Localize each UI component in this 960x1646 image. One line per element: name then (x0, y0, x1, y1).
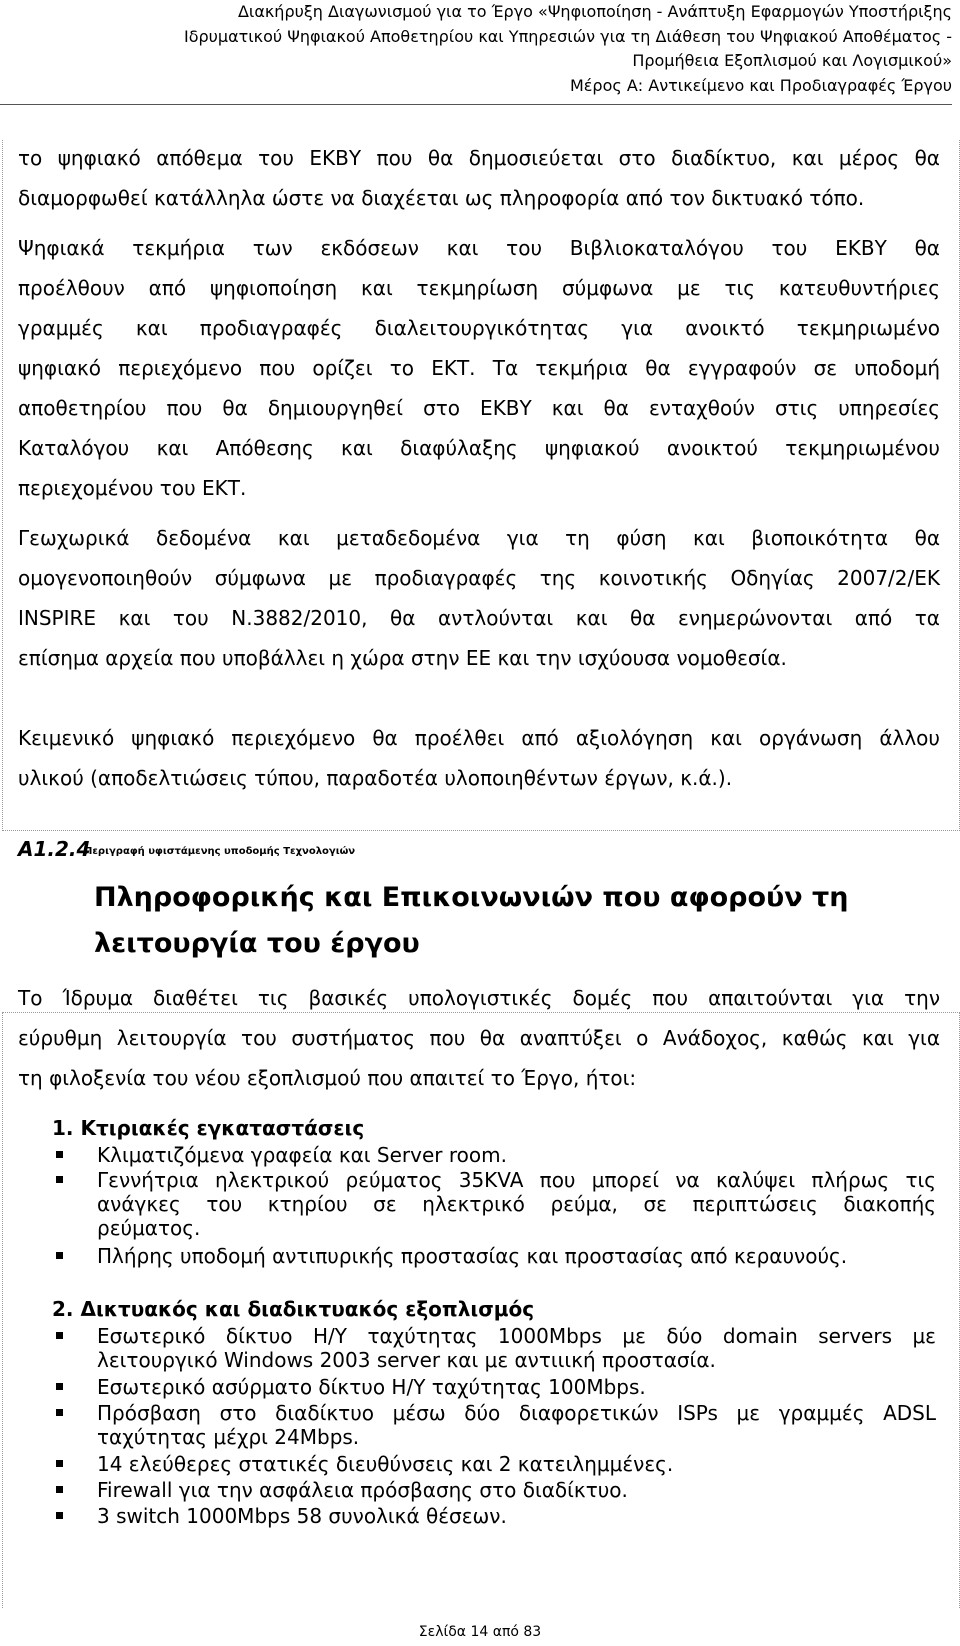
paragraph-line: ψηφιακό περιεχόμενο που ορίζει το ΕΚΤ. Τα τεκμήρια θα εγγραφούν σε υποδομή (18, 356, 940, 380)
paragraph-line: Το Ίδρυμα διαθέτει τις βασικές υπολογιστικές δομές που απαιτούνται για την (18, 986, 940, 1010)
paragraph-line: επίσημα αρχεία που υποβάλλει η χώρα στην ΕΕ και την ισχύουσα νομοθεσία. (18, 646, 787, 670)
paragraph-line: τη φιλοξενία του νέου εξοπλισμού που απαιτεί το Έργο, ήτοι: (18, 1066, 637, 1090)
paragraph-line: προέλθουν από ψηφιοποίηση και τεκμηρίωση σύμφωνα με τις κατευθυντήριες (18, 276, 940, 300)
paragraph-line: Ψηφιακά τεκμήρια των εκδόσεων και του Βιβλιοκαταλόγου του ΕΚΒΥ θα (18, 236, 940, 260)
bullet-icon (56, 1409, 63, 1416)
list-item-line: ρεύματος. (97, 1216, 201, 1240)
list-item-line: ανάγκες του κτηρίου σε ηλεκτρικό ρεύμα, σε περιπτώσεις διακοπής (97, 1192, 936, 1216)
list-item-line: Κλιματιζόμενα γραφεία και Server room. (97, 1143, 507, 1167)
list-item-line: Εσωτερικό ασύρματο δίκτυο Η/Υ ταχύτητας 100Mbps. (97, 1375, 646, 1399)
section-number: Α1.2.4 (18, 837, 91, 861)
bullet-icon (56, 1332, 63, 1339)
paragraph-1 (18, 138, 940, 218)
bullet-icon (56, 1151, 63, 1158)
paragraph-line: αποθετηρίου που θα δημιουργηθεί στο ΕΚΒΥ και θα ενταχθούν στις υπηρεσίες (18, 396, 940, 420)
bullet-icon (56, 1176, 63, 1183)
paragraph-line: INSPIRE και του Ν.3882/2010, θα αντλούνται και θα ενημερώνονται από τα (18, 606, 940, 630)
section-title-line: λειτουργία του έργου (94, 928, 420, 959)
paragraph-line: ομογενοποιηθούν σύμφωνα με προδιαγραφές της κοινοτικής Οδηγίας 2007/2/ΕΚ (18, 566, 940, 590)
intro-paragraph (18, 978, 940, 1098)
section-title-line: Πληροφορικής και Επικοινωνιών που αφορούν τη (94, 882, 849, 913)
list-heading-buildings: 1. Κτιριακές εγκαταστάσεις (52, 1116, 365, 1140)
bullet-icon (56, 1486, 63, 1493)
header-line-2: Ιδρυματικού Ψηφιακού Αποθετηρίου και Υπηρεσιών για τη Διάθεση του Ψηφιακού Αποθέματος - (183, 26, 952, 46)
paragraph-line: εύρυθμη λειτουργία του συστήματος που θα αναπτύξει ο Ανάδοχος, καθώς και για (18, 1026, 940, 1050)
list-item-line: Γεννήτρια ηλεκτρικού ρεύματος 35KVA που μπορεί να καλύψει πλήρως τις (97, 1168, 936, 1192)
header-line-4: Μέρος Α: Αντικείμενο και Προδιαγραφές Έργου (569, 75, 952, 95)
bullet-icon (56, 1252, 63, 1259)
list-heading-network: 2. Δικτυακός και διαδικτυακός εξοπλισμός (52, 1297, 535, 1321)
header-line-1: Διακήρυξη Διαγωνισμού για το Έργο «Ψηφιοποίηση - Ανάπτυξη Εφαρμογών Υποστήριξης (237, 2, 952, 21)
list-item-line: Εσωτερικό δίκτυο Η/Υ ταχύτητας 1000Mbps με δύο domain servers με (97, 1324, 936, 1348)
list-item-line: Πρόσβαση στο διαδίκτυο μέσω δύο διαφορετικών ISPs με γραμμές ADSL (97, 1401, 936, 1425)
paragraph-line: το ψηφιακό απόθεμα του ΕΚΒΥ που θα δημοσιεύεται στο διαδίκτυο, και μέρος θα (18, 146, 940, 170)
page-header (0, 0, 952, 105)
list-item-line: Πλήρης υποδομή αντιπυρικής προστασίας και προστασίας από κεραυνούς. (97, 1244, 848, 1268)
section-title (84, 829, 954, 967)
page-footer: Σελίδα 14 από 83 (418, 1624, 542, 1640)
list-item-line: Firewall για την ασφάλεια πρόσβασης στο διαδίκτυο. (97, 1478, 628, 1502)
list-item-line: 3 switch 1000Mbps 58 συνολικά θέσεων. (97, 1504, 507, 1528)
paragraph-4 (18, 718, 940, 798)
paragraph-line: Γεωχωρικά δεδομένα και μεταδεδομένα για τη φύση και βιοποικότητα θα (18, 526, 940, 550)
paragraph-line: Καταλόγου και Απόθεσης και διαφύλαξης ψηφιακού ανοικτού τεκμηριωμένου (18, 436, 940, 460)
paragraph-2 (18, 228, 940, 508)
list-item-line: 14 ελεύθερες στατικές διευθύνσεις και 2 κατειλημμένες. (97, 1452, 674, 1476)
section-title-line: Περιγραφή υφιστάμενης υποδομής Τεχνολογιών (84, 846, 356, 857)
paragraph-3 (18, 518, 940, 678)
bullet-icon (56, 1383, 63, 1390)
paragraph-line: διαμορφωθεί κατάλληλα ώστε να διαχέεται ως πληροφορία από τον δικτυακό τόπο. (18, 186, 865, 210)
list-item-line: ταχύτητας μέχρι 24Mbps. (97, 1425, 360, 1449)
paragraph-line: υλικού (αποδελτιώσεις τύπου, παραδοτέα υλοποιηθέντων έργων, κ.ά.). (18, 766, 733, 790)
paragraph-line: γραμμές και προδιαγραφές διαλειτουργικότητας για ανοικτό τεκμηριωμένο (18, 316, 940, 340)
header-line-3: Προμήθεια Εξοπλισμού και Λογισμικού» (632, 51, 952, 70)
paragraph-line: περιεχομένου του ΕΚΤ. (18, 476, 247, 500)
bullet-icon (56, 1512, 63, 1519)
paragraph-line: Κειμενικό ψηφιακό περιεχόμενο θα προέλθει από αξιολόγηση και οργάνωση άλλου (18, 726, 940, 750)
bullet-icon (56, 1460, 63, 1467)
list-item-line: λειτουργικό Windows 2003 server και με αντιιική προστασία. (97, 1348, 716, 1372)
